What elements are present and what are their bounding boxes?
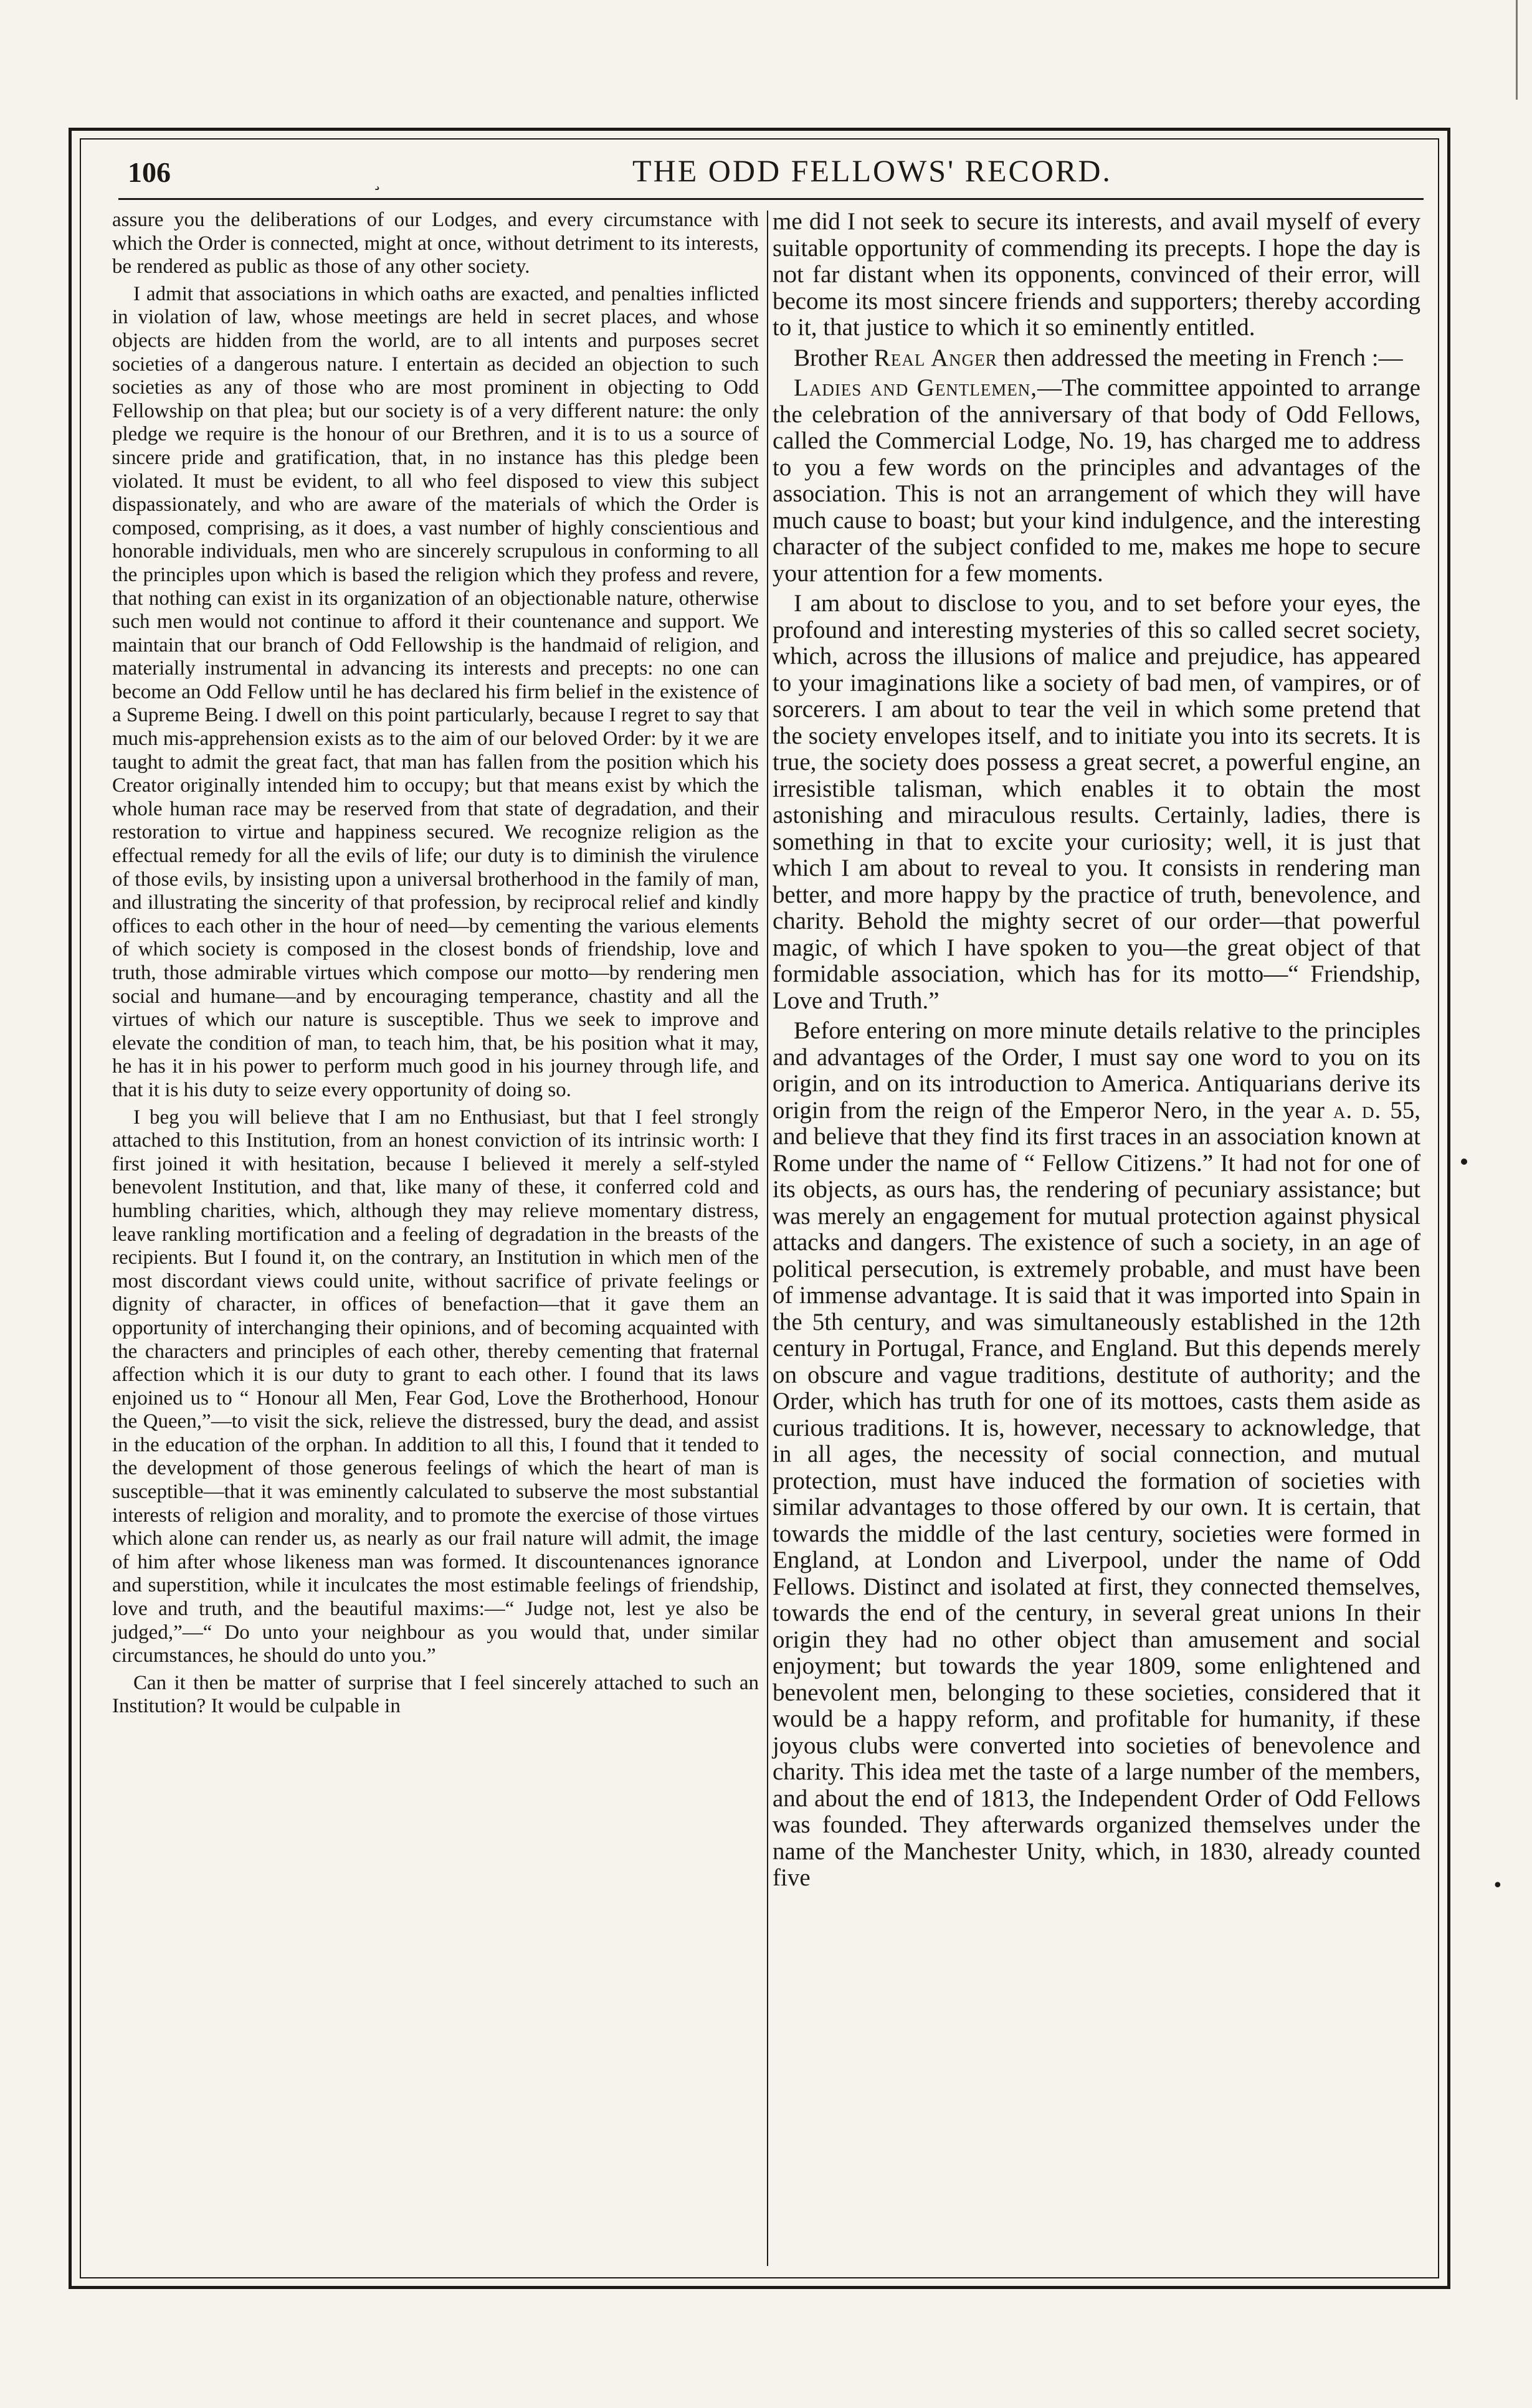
margin-mark: • bbox=[1492, 1875, 1503, 1897]
header-rule bbox=[118, 198, 1424, 200]
margin-dot bbox=[1461, 1159, 1467, 1165]
right-paragraph-3 bbox=[773, 375, 1420, 587]
right-paragraph-4: I am about to disclose to you, and to set before your eyes, the profound and interesting mysteries of this so called secret society, which, across the illusions of malice and prejudice, has appeared to your imaginations like a society of bad men, of vampires, or of sorcerers. I am about to tear the veil in which some pretend that the society envelopes itself, and to initiate you into its secrets. It is true, the society does possess a great secret, a powerful engine, an irresistible talisman, which enables it to obtain the most astonishing and miraculous results. Certainly, ladies, there is something in that to excite your curiosity; well, it is just that which I am about to reveal to you. It consists in rendering man better, and more happy by the practice of truth, benevolence, and charity. Behold the mighty secret of our order—that powerful magic, of which I have spoken to you—the great object of that formidable association, which has for its motto—“ Friendship, Love and Truth.” bbox=[773, 590, 1420, 1014]
page-edge-mark bbox=[1491, 0, 1518, 100]
left-paragraph-2: I admit that associations in which oaths are exacted, and penalties inflicted in violation of law, whose meetings are held in secret places, and whose objects are hidden from the world, are to all intents and purposes secret societies of a dangerous nature. I entertain as decided an objection to such societies as any of those who are most prominent in objecting to Odd Fellowship on that plea; but our society is of a very different nature: the only pledge we require is the honour of our Brethren, and it is to us a source of sincere pride and gratification, that, in no instance has this pledge been violated. It must be evident, to all who feel disposed to view this subject dispassionately, and who are aware of the materials of which the Order is composed, comprising, as it does, a vast number of highly conscientious and honorable individuals, men who are sincerely scrupulous in conforming to all the principles upon which is based the religion which they profess and revere, that nothing can exist in its organization of an objectionable nature, otherwise such men would not continue to afford it their countenance and support. We maintain that our branch of Odd Fellowship is the handmaid of religion, and materially instrumental in advancing its interests and precepts: no one can become an Odd Fellow until he has declared his firm belief in the existence of a Supreme Being. I dwell on this point particularly, because I regret to say that much mis-apprehension exists as to the aim of our beloved Order: by it we are taught to admit the great fact, that man has fallen from the position which his Creator originally intended him to occupy; but that means exist by which the whole human race may be reserved from that state of degradation, and their restoration to virtue and happiness secured. We recognize religion as the effectual remedy for all the evils of life; our duty is to diminish the virulence of those evils, by insisting upon a universal brotherhood in the family of man, and illustrating the sincerity of that profession, by reciprocal relief and kindly offices to each other in the hour of need—by cementing the various elements of which society is composed in the closest bonds of friendship, love and truth, those admirable virtues which compose our motto—by rendering men social and humane—and by encouraging temperance, chastity and all the virtues of which our nature is susceptible. Thus we seek to improve and elevate the condition of man, to teach him, that, be his position what it may, he has it in his power to perform much good in his journey through life, and that it is his duty to seize every opportunity of doing so. bbox=[112, 282, 759, 1101]
anno-domini: a. d. bbox=[1333, 1096, 1382, 1124]
salutation: Ladies and Gentlemen, bbox=[794, 374, 1038, 401]
origin-text-b: 55, and believe that they find its first traces in an association known at Rome under the name of “ Fellow Citizens.” It had not for one of its objects, as ours has, the rendering of pecuniary assistance; but was merely an engagement for mutual protection against physical attacks and dangers. The existence of such a society, in an age of political persecution, is extremely probable, and must have been of immense advantage. It is said that it was imported into Spain in the 5th century, and was simultaneously established in the 12th century in Portugal, France, and England. But this depends merely on obscure and vague traditions, destitute of authority; and the Order, which has truth for one of its mottoes, casts them aside as curious traditions. It is, however, necessary to acknowledge, that in all ages, the necessity of social connection, and mutual protection, must have induced the formation of societies with similar advantages to those offered by our own. It is certain, that towards the middle of the last century, societies were formed in England, at London and Liverpool, under the name of Odd Fellows. Distinct and isolated at first, they connected themselves, towards the end of the century, in several great unions In their origin they had no other object than amusement and social enjoyment; but towards the year 1809, some enlightened and benevolent men, belonging to these societies, considered that it would be a happy reform, and profitable for humanity, if these joyous clubs were converted into societies of benevolence and charity. This idea met the taste of a large number of the members, and about the end of 1813, the Independent Order of Odd Fellows was founded. They afterwards organized themselves under the name of the Manchester Unity, which, in 1830, already counted five bbox=[773, 1096, 1421, 1891]
column-divider bbox=[767, 211, 768, 2266]
right-paragraph-1: me did I not seek to secure its interests, and avail myself of every suitable opportunity of commending its precepts. I hope the day is not far distant when its opponents, convinced of their error, will become its most sincere friends and supporters; thereby according to it, that justice to which it so eminently entitled. bbox=[773, 208, 1420, 341]
left-column bbox=[112, 209, 759, 1722]
header-dot: ¸ bbox=[373, 169, 382, 191]
speaker-prefix: Brother bbox=[794, 344, 868, 371]
page-number: 106 bbox=[128, 156, 171, 188]
right-paragraph-2 bbox=[773, 345, 1420, 372]
left-paragraph-3: I beg you will believe that I am no Enthusiast, but that I feel strongly attached to this Institution, from an honest conviction of its intrinsic worth: I first joined it with hesitation, because I believed it merely a self-styled benevolent Institution, and that, like many of these, it conferred cold and humbling charities, which, although they may relieve momentary distress, leave rankling mortification and a feeling of degradation in the breasts of the recipients. But I found it, on the contrary, an Institution in which men of the most discordant views could unite, without sacrifice of private feelings or dignity of character, in offices of benefaction—that it gave them an opportunity of interchanging their opinions, and of becoming acquainted with the characters and principles of each other, thereby cementing that fraternal affection which it is our duty to grant to each other. I found that its laws enjoined us to “ Honour all Men, Fear God, Love the Brotherhood, Honour the Queen,”—to visit the sick, relieve the distressed, bury the dead, and assist in the education of the orphan. In addition to all this, I found that it tended to the development of those generous feelings of which the heart of man is susceptible—that it was eminently calculated to subserve the most substantial interests of religion and morality, and to promote the exercise of those virtues which alone can render us, as nearly as our frail nature will admit, the image of him after whose likeness man was formed. It discountenances ignorance and superstition, while it inculcates the most estimable feelings of friendship, love and truth, and the beautiful maxims:—“ Judge not, lest ye also be judged,”—“ Do unto your neighbour as you would that, under similar circumstances, he should do unto you.” bbox=[112, 1106, 759, 1667]
left-paragraph-4: Can it then be matter of surprise that I feel sincerely attached to such an Institution? It would be culpable in bbox=[112, 1671, 759, 1718]
left-paragraph-1: assure you the deliberations of our Lodges, and every circumstance with which the Order is connected, might at once, without detriment to its interests, be rendered as public as those of any other society. bbox=[112, 209, 759, 278]
speaker-suffix: then addressed the meeting in French :— bbox=[1003, 344, 1403, 371]
right-column bbox=[773, 209, 1420, 1895]
page-title: THE ODD FELLOWS' RECORD. bbox=[632, 153, 1112, 188]
right-paragraph-5 bbox=[773, 1018, 1420, 1892]
origin-text-a: Before entering on more minute details relative to the principles and advantages of the Order, I must say one word to you on its origin, and on its introduction to America. Antiquarians derive its origin from the reign of the Emperor Nero, in the year bbox=[773, 1017, 1420, 1124]
salutation-text: —The committee appointed to arrange the celebration of the anniversary of that body of Odd Fellows, called the Commercial Lodge, No. 19, has charged me to address to you a few words on the principles and advantages of the association. This is not an arrangement of which they will have much cause to boast; but your kind indulgence, and the interesting character of the subject confided to me, makes me hope to secure your attention for a few moments. bbox=[773, 374, 1420, 587]
speaker-name: Real Anger bbox=[873, 344, 997, 371]
